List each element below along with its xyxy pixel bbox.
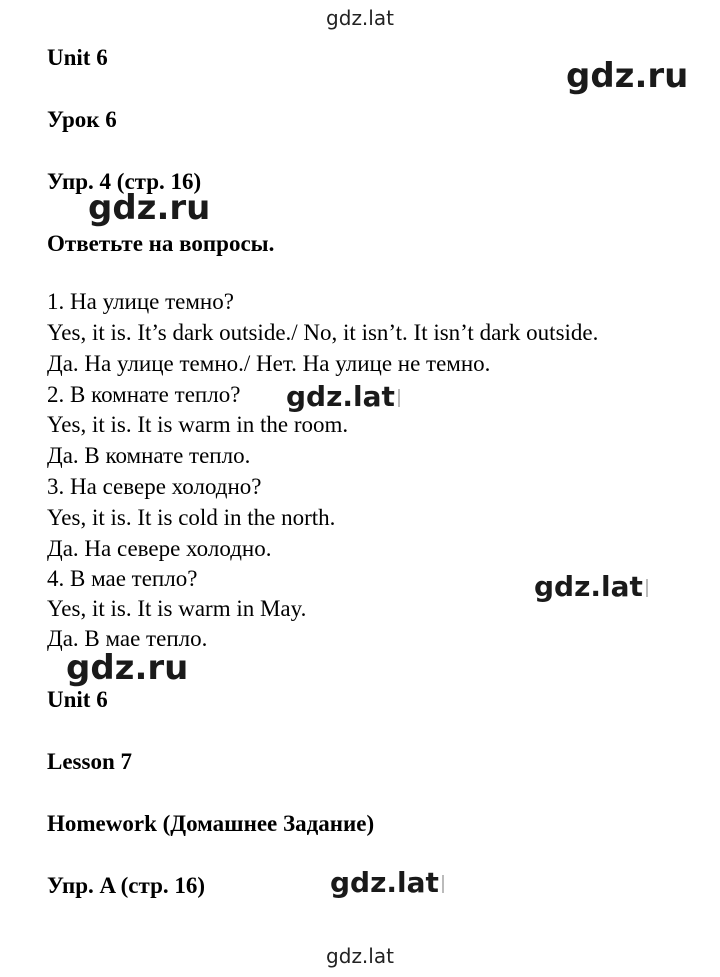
question-2: 2. В комнате тепло? [47, 382, 241, 407]
answer-3-russian: Да. На севере холодно. [47, 536, 272, 561]
question-4: 4. В мае тепло? [47, 566, 198, 591]
unit-heading: Unit 6 [47, 45, 108, 70]
watermark-gdz-ru: gdz.ru [88, 188, 211, 228]
watermark-bottom: gdz.lat [326, 944, 394, 968]
watermark-top: gdz.lat [326, 6, 394, 30]
lesson-heading: Урок 6 [47, 107, 117, 132]
watermark-gdz-lat: gdz.lat [286, 380, 400, 413]
answer-2-english: Yes, it is. It is warm in the room. [47, 412, 349, 437]
answer-1-english: Yes, it is. It’s dark outside./ No, it isn’t. It isn’t dark outside. [47, 320, 599, 345]
question-1: 1. На улице темно? [47, 289, 234, 314]
exercise-heading: Упр. A (стр. 16) [47, 873, 206, 898]
question-3: 3. На севере холодно? [47, 474, 262, 499]
answer-4-english: Yes, it is. It is warm in May. [47, 596, 307, 621]
watermark-gdz-ru: gdz.ru [66, 648, 189, 688]
homework-heading: Homework (Домашнее Задание) [47, 811, 375, 836]
watermark-gdz-lat: gdz.lat [330, 866, 444, 899]
unit-heading: Unit 6 [47, 687, 108, 712]
answer-1-russian: Да. На улице темно./ Нет. На улице не темно. [47, 351, 491, 376]
lesson-heading: Lesson 7 [47, 749, 132, 774]
watermark-gdz-ru: gdz.ru [566, 56, 689, 96]
answer-3-english: Yes, it is. It is cold in the north. [47, 505, 336, 530]
answer-4-russian: Да. В мае тепло. [47, 626, 208, 651]
task-instruction: Ответьте на вопросы. [47, 231, 275, 256]
watermark-gdz-lat: gdz.lat [534, 570, 648, 603]
exercise-heading: Упр. 4 (стр. 16) [47, 169, 202, 194]
answer-2-russian: Да. В комнате тепло. [47, 443, 251, 468]
